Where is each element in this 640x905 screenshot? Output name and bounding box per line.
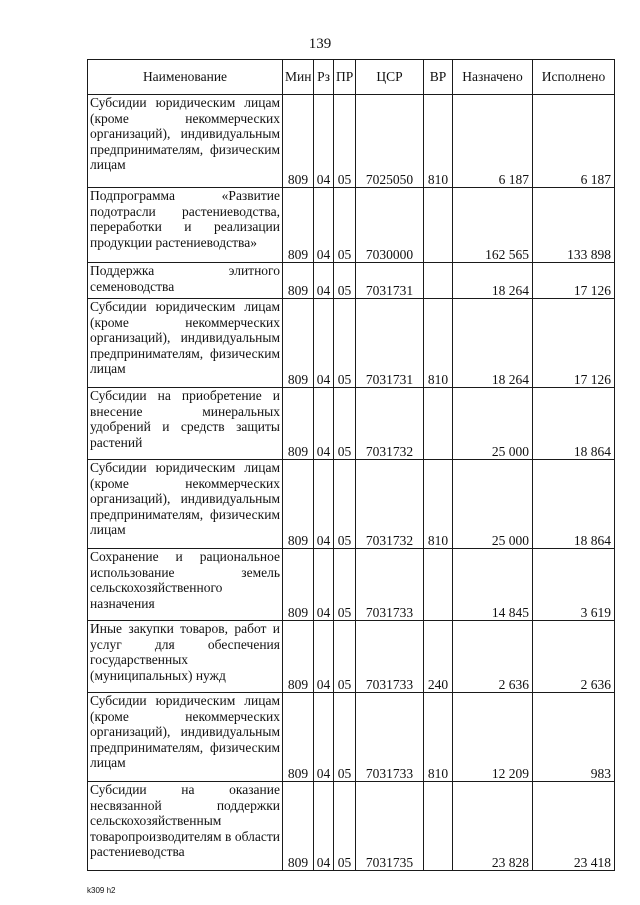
header-min: Мин — [283, 60, 314, 95]
row-assigned: 18 264 — [453, 263, 533, 299]
row-pr: 05 — [334, 299, 356, 388]
budget-table — [87, 59, 615, 871]
row-executed: 17 126 — [533, 263, 615, 299]
row-assigned: 18 264 — [453, 299, 533, 388]
header-csr: ЦСР — [356, 60, 424, 95]
row-pr: 05 — [334, 95, 356, 188]
row-assigned: 25 000 — [453, 388, 533, 460]
row-vr — [424, 263, 453, 299]
row-executed: 133 898 — [533, 188, 615, 263]
row-vr — [424, 188, 453, 263]
row-pr: 05 — [334, 388, 356, 460]
row-assigned: 23 828 — [453, 782, 533, 871]
row-csr: 7031732 — [356, 460, 424, 549]
row-vr: 810 — [424, 95, 453, 188]
row-rz: 04 — [314, 95, 334, 188]
row-executed: 3 619 — [533, 549, 615, 621]
table-row — [88, 460, 615, 549]
row-assigned: 12 209 — [453, 693, 533, 782]
row-csr: 7031735 — [356, 782, 424, 871]
row-name: Субсидии юридическим лицам (кроме некоммерческих организаций), индивидуальным предпринимателям, физическим лицам — [88, 460, 283, 549]
row-rz: 04 — [314, 782, 334, 871]
row-assigned: 162 565 — [453, 188, 533, 263]
row-rz: 04 — [314, 621, 334, 693]
row-csr: 7031733 — [356, 621, 424, 693]
row-rz: 04 — [314, 188, 334, 263]
row-executed: 18 864 — [533, 388, 615, 460]
row-executed: 23 418 — [533, 782, 615, 871]
row-csr: 7031733 — [356, 549, 424, 621]
table-row — [88, 388, 615, 460]
table-row — [88, 299, 615, 388]
row-name: Поддержка элитного семеноводства — [88, 263, 283, 299]
row-executed: 18 864 — [533, 460, 615, 549]
row-pr: 05 — [334, 621, 356, 693]
row-executed: 17 126 — [533, 299, 615, 388]
row-min: 809 — [283, 549, 314, 621]
row-min: 809 — [283, 299, 314, 388]
row-executed: 2 636 — [533, 621, 615, 693]
table-row — [88, 782, 615, 871]
row-executed: 6 187 — [533, 95, 615, 188]
row-vr — [424, 388, 453, 460]
table-row — [88, 693, 615, 782]
table-row — [88, 95, 615, 188]
table-row — [88, 549, 615, 621]
page-number: 139 — [308, 36, 332, 52]
row-min: 809 — [283, 188, 314, 263]
row-pr: 05 — [334, 460, 356, 549]
row-name: Субсидии юридическим лицам (кроме некоммерческих организаций), индивидуальным предпринимателям, физическим лицам — [88, 299, 283, 388]
row-name: Подпрограмма «Развитие подотрасли растениеводства, переработки и реализации продукции растениеводства» — [88, 188, 283, 263]
document-code: k309 h2 — [87, 886, 116, 895]
row-rz: 04 — [314, 549, 334, 621]
row-rz: 04 — [314, 263, 334, 299]
row-rz: 04 — [314, 388, 334, 460]
row-pr: 05 — [334, 693, 356, 782]
row-rz: 04 — [314, 460, 334, 549]
row-rz: 04 — [314, 693, 334, 782]
table-row — [88, 263, 615, 299]
header-vr: ВР — [424, 60, 453, 95]
table-header-row — [88, 60, 615, 95]
header-name: Наименование — [88, 60, 283, 95]
row-assigned: 25 000 — [453, 460, 533, 549]
row-csr: 7031731 — [356, 263, 424, 299]
row-vr — [424, 549, 453, 621]
row-csr: 7031733 — [356, 693, 424, 782]
row-min: 809 — [283, 460, 314, 549]
row-pr: 05 — [334, 188, 356, 263]
row-vr: 240 — [424, 621, 453, 693]
row-name: Иные закупки товаров, работ и услуг для обеспечения государственных (муниципальных) нужд — [88, 621, 283, 693]
row-min: 809 — [283, 95, 314, 188]
row-min: 809 — [283, 388, 314, 460]
row-executed: 983 — [533, 693, 615, 782]
row-csr: 7030000 — [356, 188, 424, 263]
table-row — [88, 621, 615, 693]
row-vr — [424, 782, 453, 871]
row-csr: 7025050 — [356, 95, 424, 188]
row-vr: 810 — [424, 693, 453, 782]
row-pr: 05 — [334, 263, 356, 299]
row-pr: 05 — [334, 549, 356, 621]
row-name: Сохранение и рациональное использование земель сельскохозяйственного назначения — [88, 549, 283, 621]
row-name: Субсидии юридическим лицам (кроме некоммерческих организаций), индивидуальным предпринимателям, физическим лицам — [88, 95, 283, 188]
row-name: Субсидии на оказание несвязанной поддержки сельскохозяйственным товаропроизводителям в области растениеводства — [88, 782, 283, 871]
row-assigned: 6 187 — [453, 95, 533, 188]
row-min: 809 — [283, 782, 314, 871]
row-min: 809 — [283, 693, 314, 782]
header-rz: Рз — [314, 60, 334, 95]
row-min: 809 — [283, 263, 314, 299]
row-rz: 04 — [314, 299, 334, 388]
row-csr: 7031732 — [356, 388, 424, 460]
row-pr: 05 — [334, 782, 356, 871]
table-row — [88, 188, 615, 263]
row-vr: 810 — [424, 460, 453, 549]
row-min: 809 — [283, 621, 314, 693]
header-pr: ПР — [334, 60, 356, 95]
row-name: Субсидии на приобретение и внесение минеральных удобрений и средств защиты растений — [88, 388, 283, 460]
row-name: Субсидии юридическим лицам (кроме некоммерческих организаций), индивидуальным предпринимателям, физическим лицам — [88, 693, 283, 782]
header-executed: Исполнено — [533, 60, 615, 95]
row-csr: 7031731 — [356, 299, 424, 388]
header-assigned: Назначено — [453, 60, 533, 95]
row-assigned: 14 845 — [453, 549, 533, 621]
row-vr: 810 — [424, 299, 453, 388]
row-assigned: 2 636 — [453, 621, 533, 693]
